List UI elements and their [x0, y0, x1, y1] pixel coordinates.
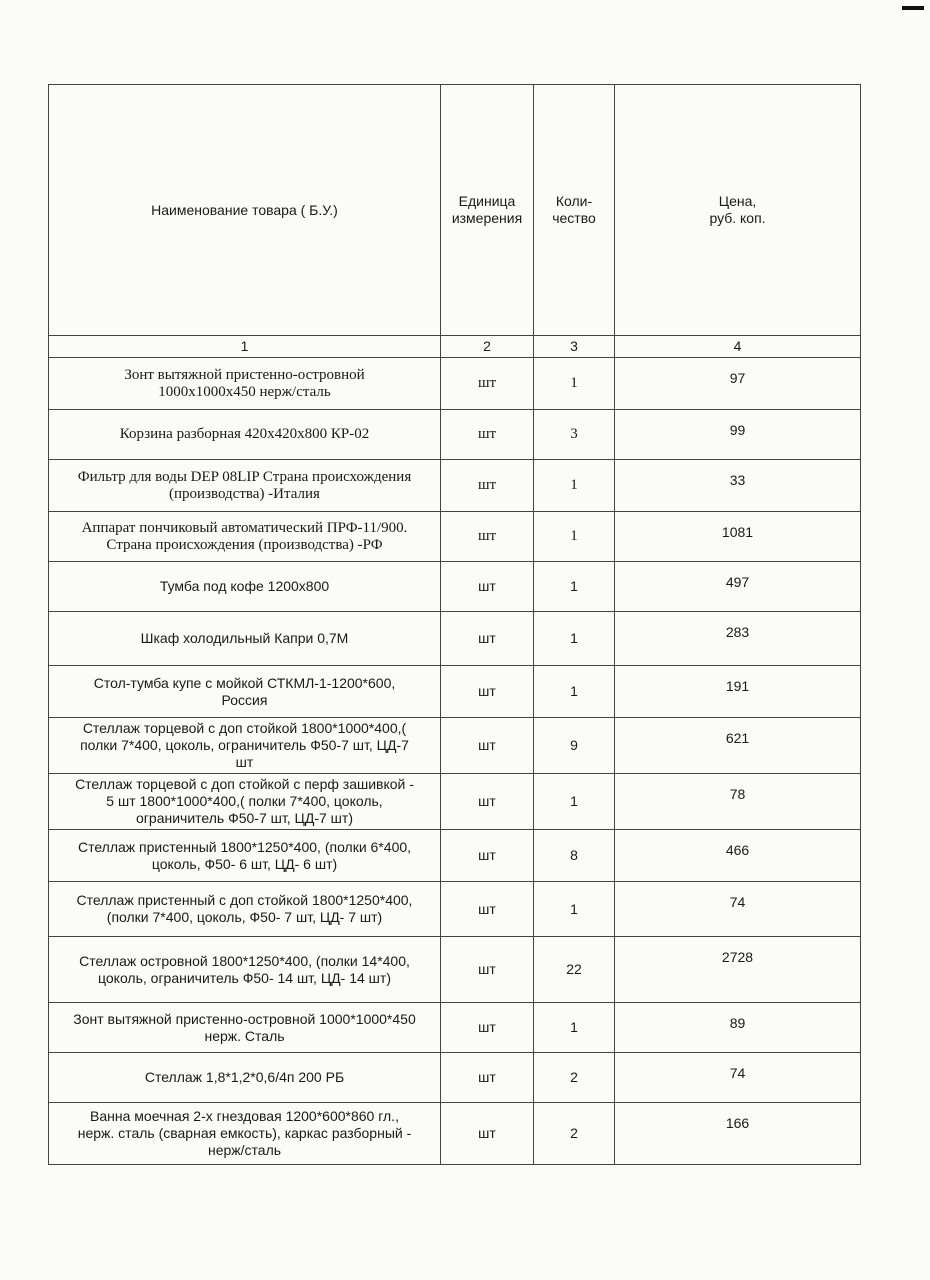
item-unit: шт	[441, 612, 534, 666]
table-row	[49, 512, 861, 562]
table-header-row	[49, 85, 861, 336]
item-quantity: 1	[534, 512, 615, 562]
table-row	[49, 358, 861, 410]
item-price: 283	[615, 612, 861, 666]
item-name: Зонт вытяжной пристенно-островной 1000*1000*450 нерж. Сталь	[49, 1003, 441, 1053]
table-row	[49, 830, 861, 882]
item-name: Шкаф холодильный Капри 0,7М	[49, 612, 441, 666]
table-row	[49, 612, 861, 666]
item-price: 497	[615, 562, 861, 612]
item-unit: шт	[441, 882, 534, 937]
column-number: 2	[441, 336, 534, 358]
item-quantity: 1	[534, 460, 615, 512]
table-row	[49, 410, 861, 460]
item-price: 621	[615, 718, 861, 774]
column-number: 3	[534, 336, 615, 358]
column-number-row	[49, 336, 861, 358]
item-name: Стеллаж пристенный с доп стойкой 1800*1250*400, (полки 7*400, цоколь, Ф50- 7 шт, ЦД- 7 шт)	[49, 882, 441, 937]
item-name: Стол-тумба купе с мойкой СТКМЛ-1-1200*600, Россия	[49, 666, 441, 718]
item-quantity: 8	[534, 830, 615, 882]
item-unit: шт	[441, 937, 534, 1003]
table-row	[49, 460, 861, 512]
header-name: Наименование товара ( Б.У.)	[49, 85, 441, 336]
item-unit: шт	[441, 1103, 534, 1165]
table-row	[49, 562, 861, 612]
item-unit: шт	[441, 1003, 534, 1053]
item-price: 1081	[615, 512, 861, 562]
item-quantity: 1	[534, 882, 615, 937]
item-name: Стеллаж торцевой с доп стойкой с перф зашивкой - 5 шт 1800*1000*400,( полки 7*400, цоколь, ограничитель Ф50-7 шт, ЦД-7 шт)	[49, 774, 441, 830]
scan-edge-mark	[902, 6, 924, 10]
item-quantity: 22	[534, 937, 615, 1003]
item-quantity: 1	[534, 1003, 615, 1053]
item-unit: шт	[441, 410, 534, 460]
item-unit: шт	[441, 512, 534, 562]
item-price: 2728	[615, 937, 861, 1003]
item-name: Ванна моечная 2-х гнездовая 1200*600*860 гл., нерж. сталь (сварная емкость), каркас разборный - нерж/сталь	[49, 1103, 441, 1165]
item-price: 89	[615, 1003, 861, 1053]
item-name: Стеллаж островной 1800*1250*400, (полки 14*400, цоколь, ограничитель Ф50- 14 шт, ЦД- 14 шт)	[49, 937, 441, 1003]
item-unit: шт	[441, 562, 534, 612]
item-name: Стеллаж пристенный 1800*1250*400, (полки 6*400, цоколь, Ф50- 6 шт, ЦД- 6 шт)	[49, 830, 441, 882]
item-name: Тумба под кофе 1200х800	[49, 562, 441, 612]
item-quantity: 1	[534, 666, 615, 718]
table-row	[49, 774, 861, 830]
item-quantity: 2	[534, 1103, 615, 1165]
item-quantity: 2	[534, 1053, 615, 1103]
item-unit: шт	[441, 1053, 534, 1103]
header-price: Цена, руб. коп.	[615, 85, 861, 336]
item-price: 74	[615, 1053, 861, 1103]
item-price: 99	[615, 410, 861, 460]
item-unit: шт	[441, 718, 534, 774]
item-price: 191	[615, 666, 861, 718]
header-unit: Единица измерения	[441, 85, 534, 336]
item-quantity: 1	[534, 612, 615, 666]
item-name: Стеллаж торцевой с доп стойкой 1800*1000*400,( полки 7*400, цоколь, ограничитель Ф50-7 шт, ЦД-7 шт	[49, 718, 441, 774]
item-name: Аппарат пончиковый автоматический ПРФ-11/900. Страна происхождения (производства) -РФ	[49, 512, 441, 562]
item-name: Зонт вытяжной пристенно-островной 1000х1000х450 нерж/сталь	[49, 358, 441, 410]
table-row	[49, 1003, 861, 1053]
item-unit: шт	[441, 666, 534, 718]
item-quantity: 1	[534, 562, 615, 612]
item-name: Корзина разборная 420х420х800 КР-02	[49, 410, 441, 460]
item-quantity: 1	[534, 774, 615, 830]
table-row	[49, 882, 861, 937]
column-number: 1	[49, 336, 441, 358]
item-price: 33	[615, 460, 861, 512]
item-price: 97	[615, 358, 861, 410]
item-unit: шт	[441, 830, 534, 882]
item-quantity: 9	[534, 718, 615, 774]
table-row	[49, 718, 861, 774]
column-number: 4	[615, 336, 861, 358]
item-price: 466	[615, 830, 861, 882]
table-row	[49, 1053, 861, 1103]
item-name: Фильтр для воды DEP 08LIP Страна происхождения (производства) -Италия	[49, 460, 441, 512]
item-name: Стеллаж 1,8*1,2*0,6/4п 200 РБ	[49, 1053, 441, 1103]
item-quantity: 3	[534, 410, 615, 460]
item-price: 74	[615, 882, 861, 937]
item-quantity: 1	[534, 358, 615, 410]
item-price: 166	[615, 1103, 861, 1165]
item-price: 78	[615, 774, 861, 830]
table-row	[49, 1103, 861, 1165]
item-unit: шт	[441, 774, 534, 830]
goods-table	[48, 84, 861, 1165]
table-row	[49, 937, 861, 1003]
table-row	[49, 666, 861, 718]
item-unit: шт	[441, 460, 534, 512]
item-unit: шт	[441, 358, 534, 410]
header-qty: Коли- чество	[534, 85, 615, 336]
